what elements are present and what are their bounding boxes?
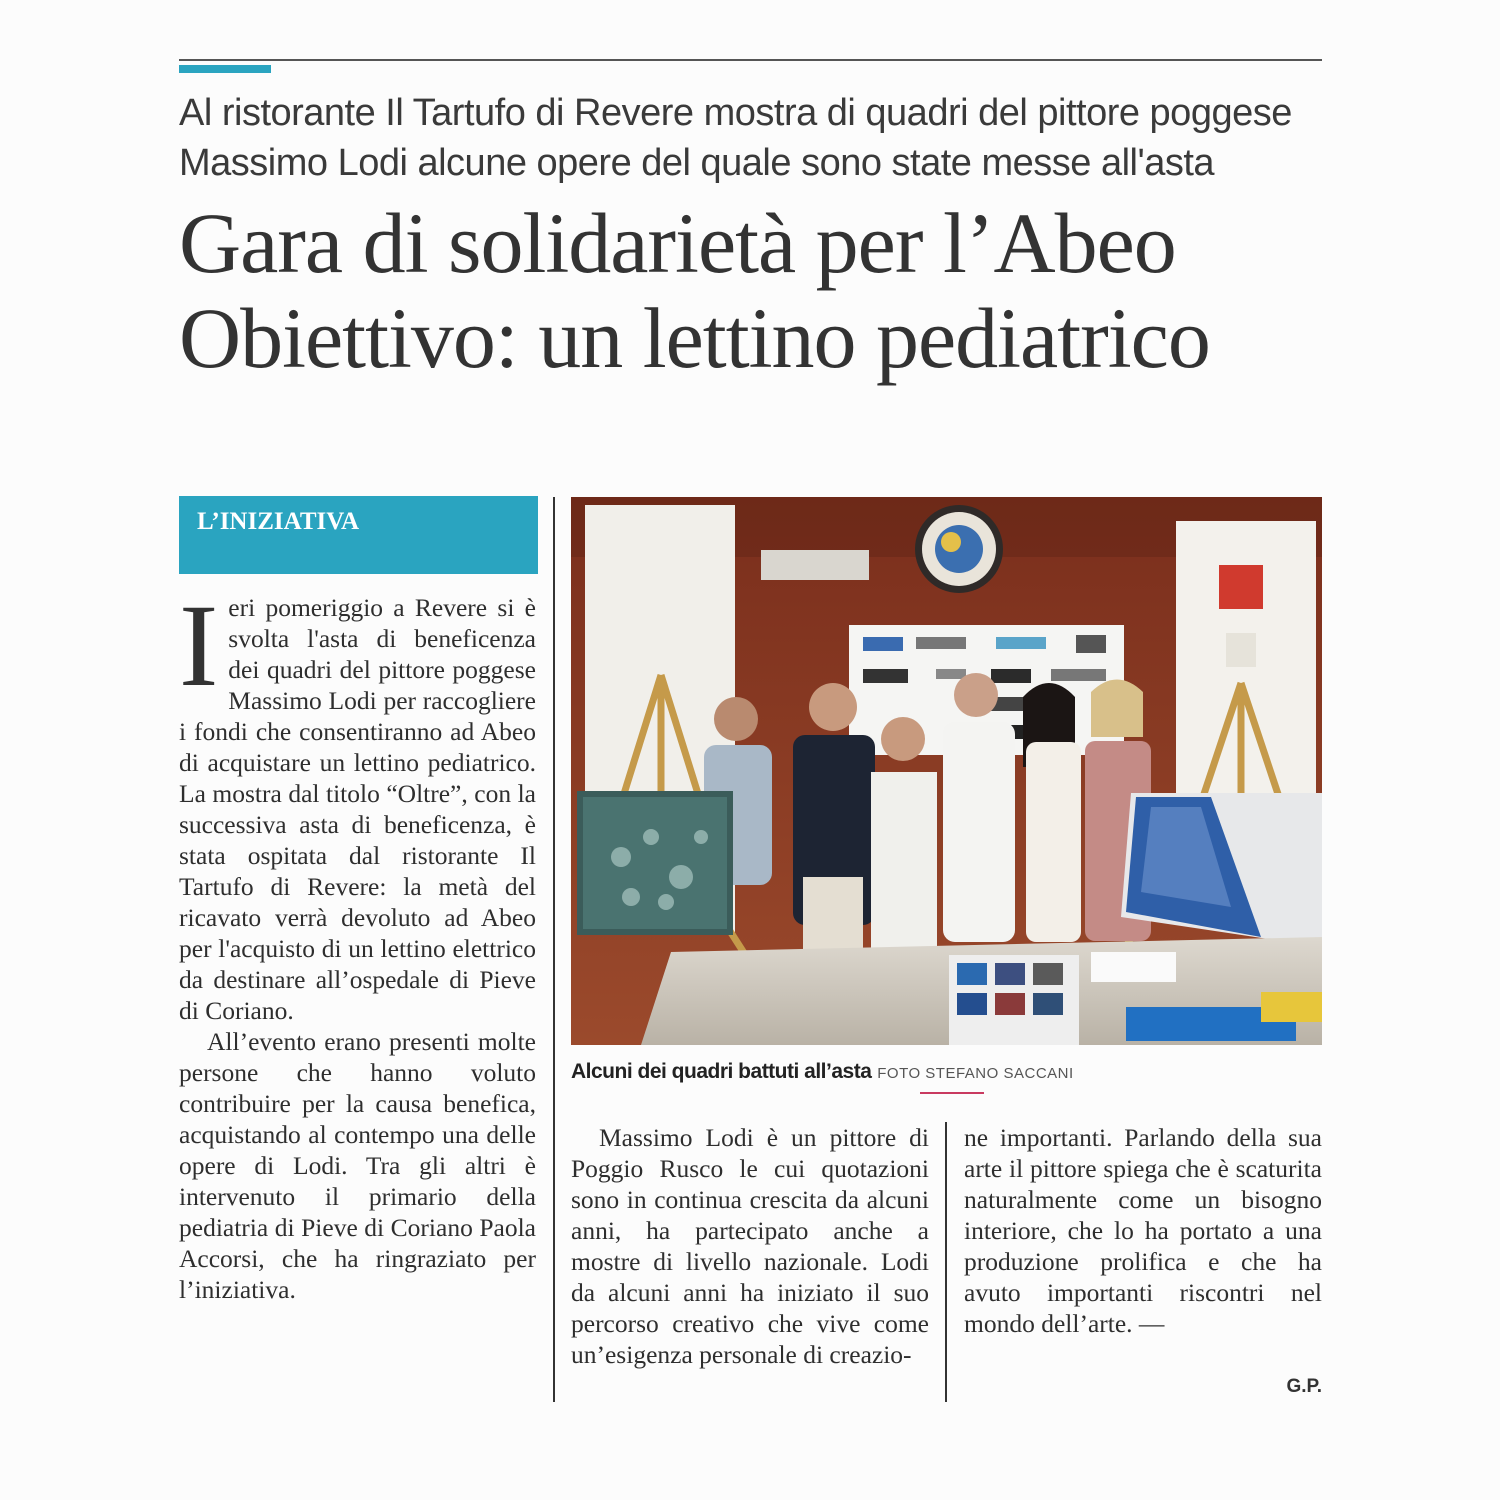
caption-text: Alcuni dei quadri battuti all’asta [571, 1060, 872, 1083]
paragraph-3: Massimo Lodi è un pittore di Poggio Rusco le cui quotazioni sono in continua crescita da alcuni anni, ha partecipato anche a mostre di livello nazionale. Lodi da alcuni anni ha iniziato il suo percorso creativo che vive come un’esigenza personale di creazio- [571, 1123, 929, 1369]
article-photo [571, 497, 1322, 1045]
column-divider [553, 497, 555, 1402]
article-column-3 [964, 1122, 1322, 1339]
accent-bar [179, 65, 271, 73]
article-column-1 [179, 580, 536, 1305]
photo-scene [571, 497, 1322, 1045]
drop-cap: I [179, 580, 219, 711]
paragraph-1 [179, 580, 536, 1026]
column-divider-2 [945, 1122, 947, 1402]
photo-caption [571, 1060, 1322, 1084]
headline [179, 196, 1329, 386]
byline: G.P. [1286, 1376, 1322, 1397]
headline-line-2: Obiettivo: un lettino pediatrico [179, 290, 1210, 386]
paragraph-4: ne importanti. Parlando della sua arte il pittore spiega che è scaturita naturalmente come un bisogno interiore, che lo ha portato a una produzione prolifica e che ha avuto importanti riscontri nel mondo dell’arte. — [964, 1123, 1322, 1338]
section-label: L’INIZIATIVA [179, 496, 538, 574]
photo-credit: FOTO STEFANO SACCANI [877, 1065, 1074, 1082]
top-rule [179, 59, 1322, 61]
kicker: Al ristorante Il Tartufo di Revere mostra di quadri del pittore poggese Massimo Lodi alcune opere del quale sono state messe all'asta [179, 92, 1292, 184]
paragraph-2: All’evento erano presenti molte persone che hanno voluto contribuire per la causa benefica, acquistando al contempo una delle opere di Lodi. Tra gli altri è intervenuto il primario della pediatria di Pieve di Coriano Paola Accorsi, che ha ringraziato per l’iniziativa. [179, 1027, 536, 1304]
paragraph-1-text: eri pomeriggio a Revere si è svolta l'asta di beneficenza dei quadri del pittore poggese Massimo Lodi per raccogliere i fondi che consentiranno ad Abeo di acquistare un lettino pediatrico. La mostra dal titolo “Oltre”, con la successiva asta di beneficenza, è stata ospitata dal ristorante Il Tartufo di Revere: la metà del ricavato verrà devoluto ad Abeo per l'acquisto di un lettino elettrico da destinare all’ospedale di Pieve di Coriano. [179, 593, 536, 1025]
headline-line-1: Gara di solidarietà per l’Abeo [179, 195, 1176, 291]
article-column-2 [571, 1122, 929, 1370]
caption-underline [920, 1092, 984, 1094]
